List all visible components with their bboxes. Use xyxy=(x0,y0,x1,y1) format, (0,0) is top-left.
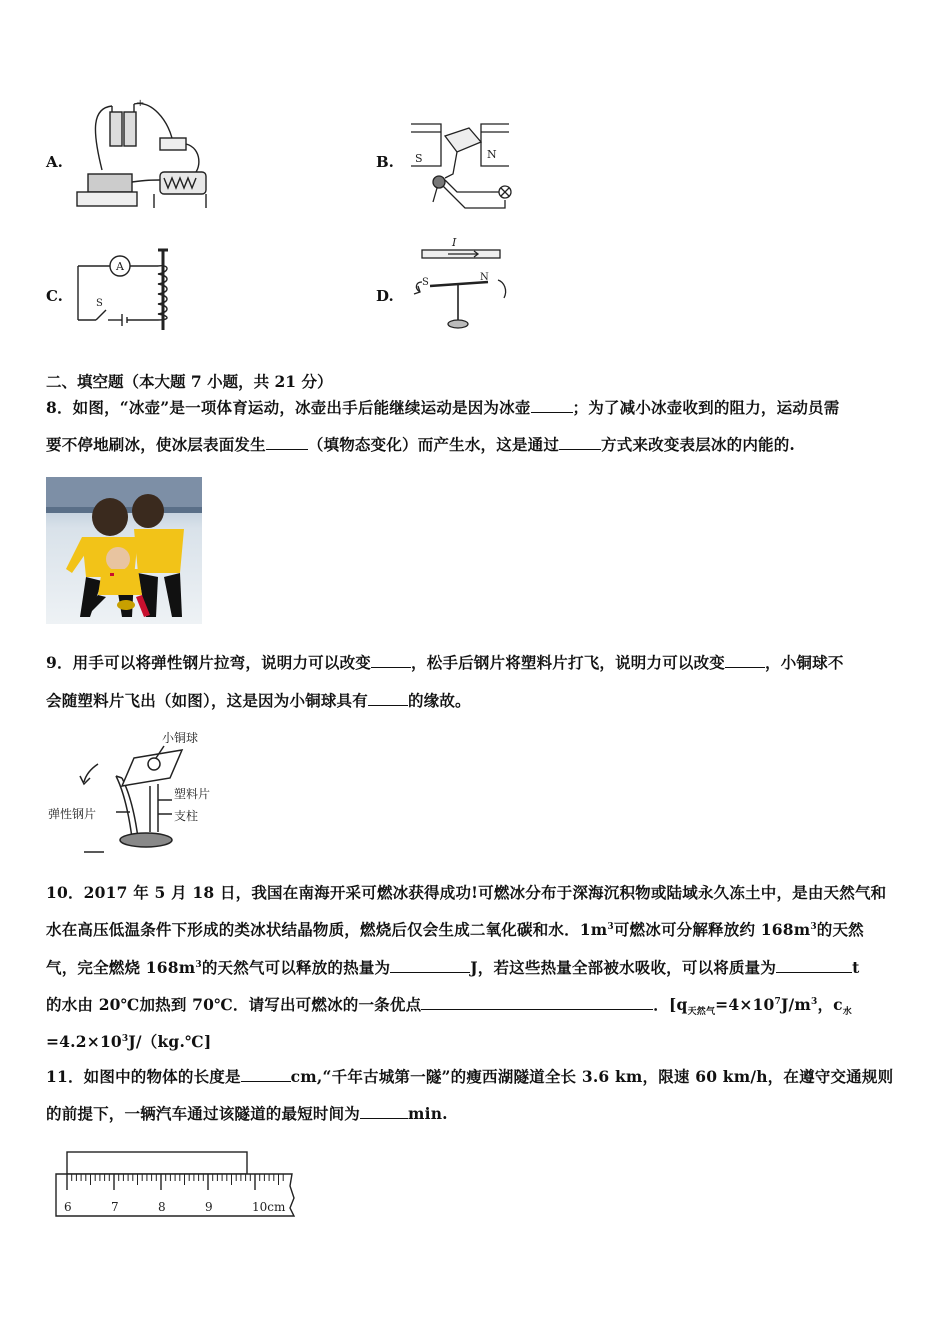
q8-line-1 xyxy=(46,396,839,418)
q8-text: ；为了减小冰壶收到的阻力，运动员需 xyxy=(572,398,840,417)
q10-sup: 3 xyxy=(195,959,202,970)
ruler-tick-label: 6 xyxy=(64,1200,72,1214)
q11-text: min. xyxy=(408,1104,448,1123)
option-c-label: C. xyxy=(46,287,63,305)
q8-line-2 xyxy=(46,433,795,455)
figure-c-ammeter-label: A xyxy=(116,260,124,273)
q10-sup: 3 xyxy=(810,921,817,932)
q10-text: 的水由 20℃加热到 70℃．请写出可燃冰的一条优点 xyxy=(46,995,422,1014)
q11-line-1 xyxy=(46,1065,893,1087)
q11-text: cm,“千年古城第一隧”的瘦西湖隧道全长 3.6 km，限速 60 km/h，在遵守交通规则 xyxy=(290,1067,894,1086)
q11-text: 的前提下，一辆汽车通过该隧道的最短时间为 xyxy=(46,1104,361,1123)
q10-sub: 天然气 xyxy=(687,1007,716,1018)
q9-text: 9．用手可以将弹性钢片拉弯，说明力可以改变 xyxy=(46,653,371,672)
q10-text: =4.2×10 xyxy=(46,1032,122,1051)
figure-c-circuit xyxy=(74,244,184,336)
q9-steel-label: 弹性钢片 xyxy=(48,807,97,821)
q9-text: ，小铜球不 xyxy=(765,653,844,672)
svg-text:+: + xyxy=(136,98,145,109)
q8-blank-2 xyxy=(266,434,308,451)
q8-text: 要不停地刷冰，使冰层表面发生 xyxy=(46,435,266,454)
q10-sub: 水 xyxy=(842,1007,852,1018)
q10-text: ．[q xyxy=(653,995,688,1014)
q9-ball-label: 小铜球 xyxy=(162,731,199,745)
q9-figure xyxy=(46,728,216,856)
q9-line-2 xyxy=(46,689,471,711)
ruler-tick-label: 10cm xyxy=(252,1200,286,1214)
figure-b-n-label: N xyxy=(487,148,497,161)
q10-text: 的天然气可以释放的热量为 xyxy=(201,958,391,977)
q10-blank-1 xyxy=(390,957,470,974)
q10-text: J，若这些热量全部被水吸收，可以将质量为 xyxy=(470,958,777,977)
q9-blank-1 xyxy=(371,652,411,669)
option-d-label: D. xyxy=(376,287,394,305)
q11-line-2 xyxy=(46,1102,448,1124)
q8-blank-1 xyxy=(531,397,573,414)
q10-sup: 3 xyxy=(121,1033,129,1044)
q10-text: t xyxy=(852,958,860,977)
q8-text: （填物态变化）而产生水，这是通过 xyxy=(307,435,560,454)
figure-b-generator xyxy=(405,118,520,213)
q10-text: 的天然 xyxy=(816,920,864,939)
q8-text: 方式来改变表层冰的内能的. xyxy=(601,435,796,454)
q11-blank-2 xyxy=(360,1103,408,1120)
figure-b-s-label: S xyxy=(415,152,423,165)
q10-sup: 3 xyxy=(810,996,818,1007)
ruler-tick-label: 7 xyxy=(111,1200,119,1214)
q10-blank-2 xyxy=(776,957,852,974)
q10-text: ，c xyxy=(817,995,843,1014)
q8-text: 8．如图，“冰壶”是一项体育运动，冰壶出手后能继续运动是因为冰壶 xyxy=(46,398,531,417)
ruler-figure xyxy=(52,1150,302,1222)
figure-d-current-label: I xyxy=(452,236,457,249)
q10-line-4 xyxy=(46,993,852,1017)
ruler-tick-label: 8 xyxy=(158,1200,166,1214)
q10-sup: 3 xyxy=(607,921,614,932)
q10-text: 水在高压低温条件下形成的类冰状结晶物质，燃烧后仅会生成二氧化碳和水．1m xyxy=(46,920,608,939)
figure-c-switch-label: S xyxy=(96,298,103,309)
q11-blank-1 xyxy=(241,1066,291,1083)
figure-a-circuit xyxy=(72,100,212,215)
q9-blank-3 xyxy=(368,690,408,707)
q9-post-label: 支柱 xyxy=(174,809,199,823)
q10-line-5 xyxy=(46,1030,211,1052)
q10-text: 气，完全燃烧 168m xyxy=(46,958,196,977)
q10-text: 可燃冰可分解释放约 168m xyxy=(613,920,811,939)
q10-line-1: 10．2017 年 5 月 18 日，我国在南海开采可燃冰获得成功!可燃冰分布于深海沉积物或陆域永久冻土中，是由天然气和 xyxy=(46,883,887,902)
figure-d-s-label: S xyxy=(422,277,429,288)
q10-text: =4×10 xyxy=(715,995,775,1014)
option-b-label: B. xyxy=(376,153,394,171)
q11-text: 11．如图中的物体的长度是 xyxy=(46,1067,241,1086)
option-a-label: A. xyxy=(46,153,63,171)
q10-text: J/（kg.℃] xyxy=(128,1032,212,1051)
q9-text: 的缘故。 xyxy=(407,691,471,710)
q10-sup: 7 xyxy=(774,996,781,1007)
q10-blank-3 xyxy=(421,994,653,1011)
q10-line-2 xyxy=(46,918,864,940)
q10-line-3 xyxy=(46,956,859,978)
section-heading: 二、填空题（本大题 7 小题，共 21 分） xyxy=(46,372,333,391)
q9-text: ，松手后钢片将塑料片打飞，说明力可以改变 xyxy=(411,653,726,672)
q9-text: 会随塑料片飞出（如图），这是因为小铜球具有 xyxy=(46,691,368,710)
q10-text: J/m xyxy=(780,995,811,1014)
curling-photo xyxy=(46,477,202,624)
figure-d-oersted xyxy=(408,232,518,334)
ruler-tick-label: 9 xyxy=(205,1200,213,1214)
q9-blank-2 xyxy=(725,652,765,669)
q9-plastic-label: 塑料片 xyxy=(174,787,211,801)
q9-line-1 xyxy=(46,651,844,673)
q8-blank-3 xyxy=(559,434,601,451)
figure-d-n-label: N xyxy=(480,272,489,283)
